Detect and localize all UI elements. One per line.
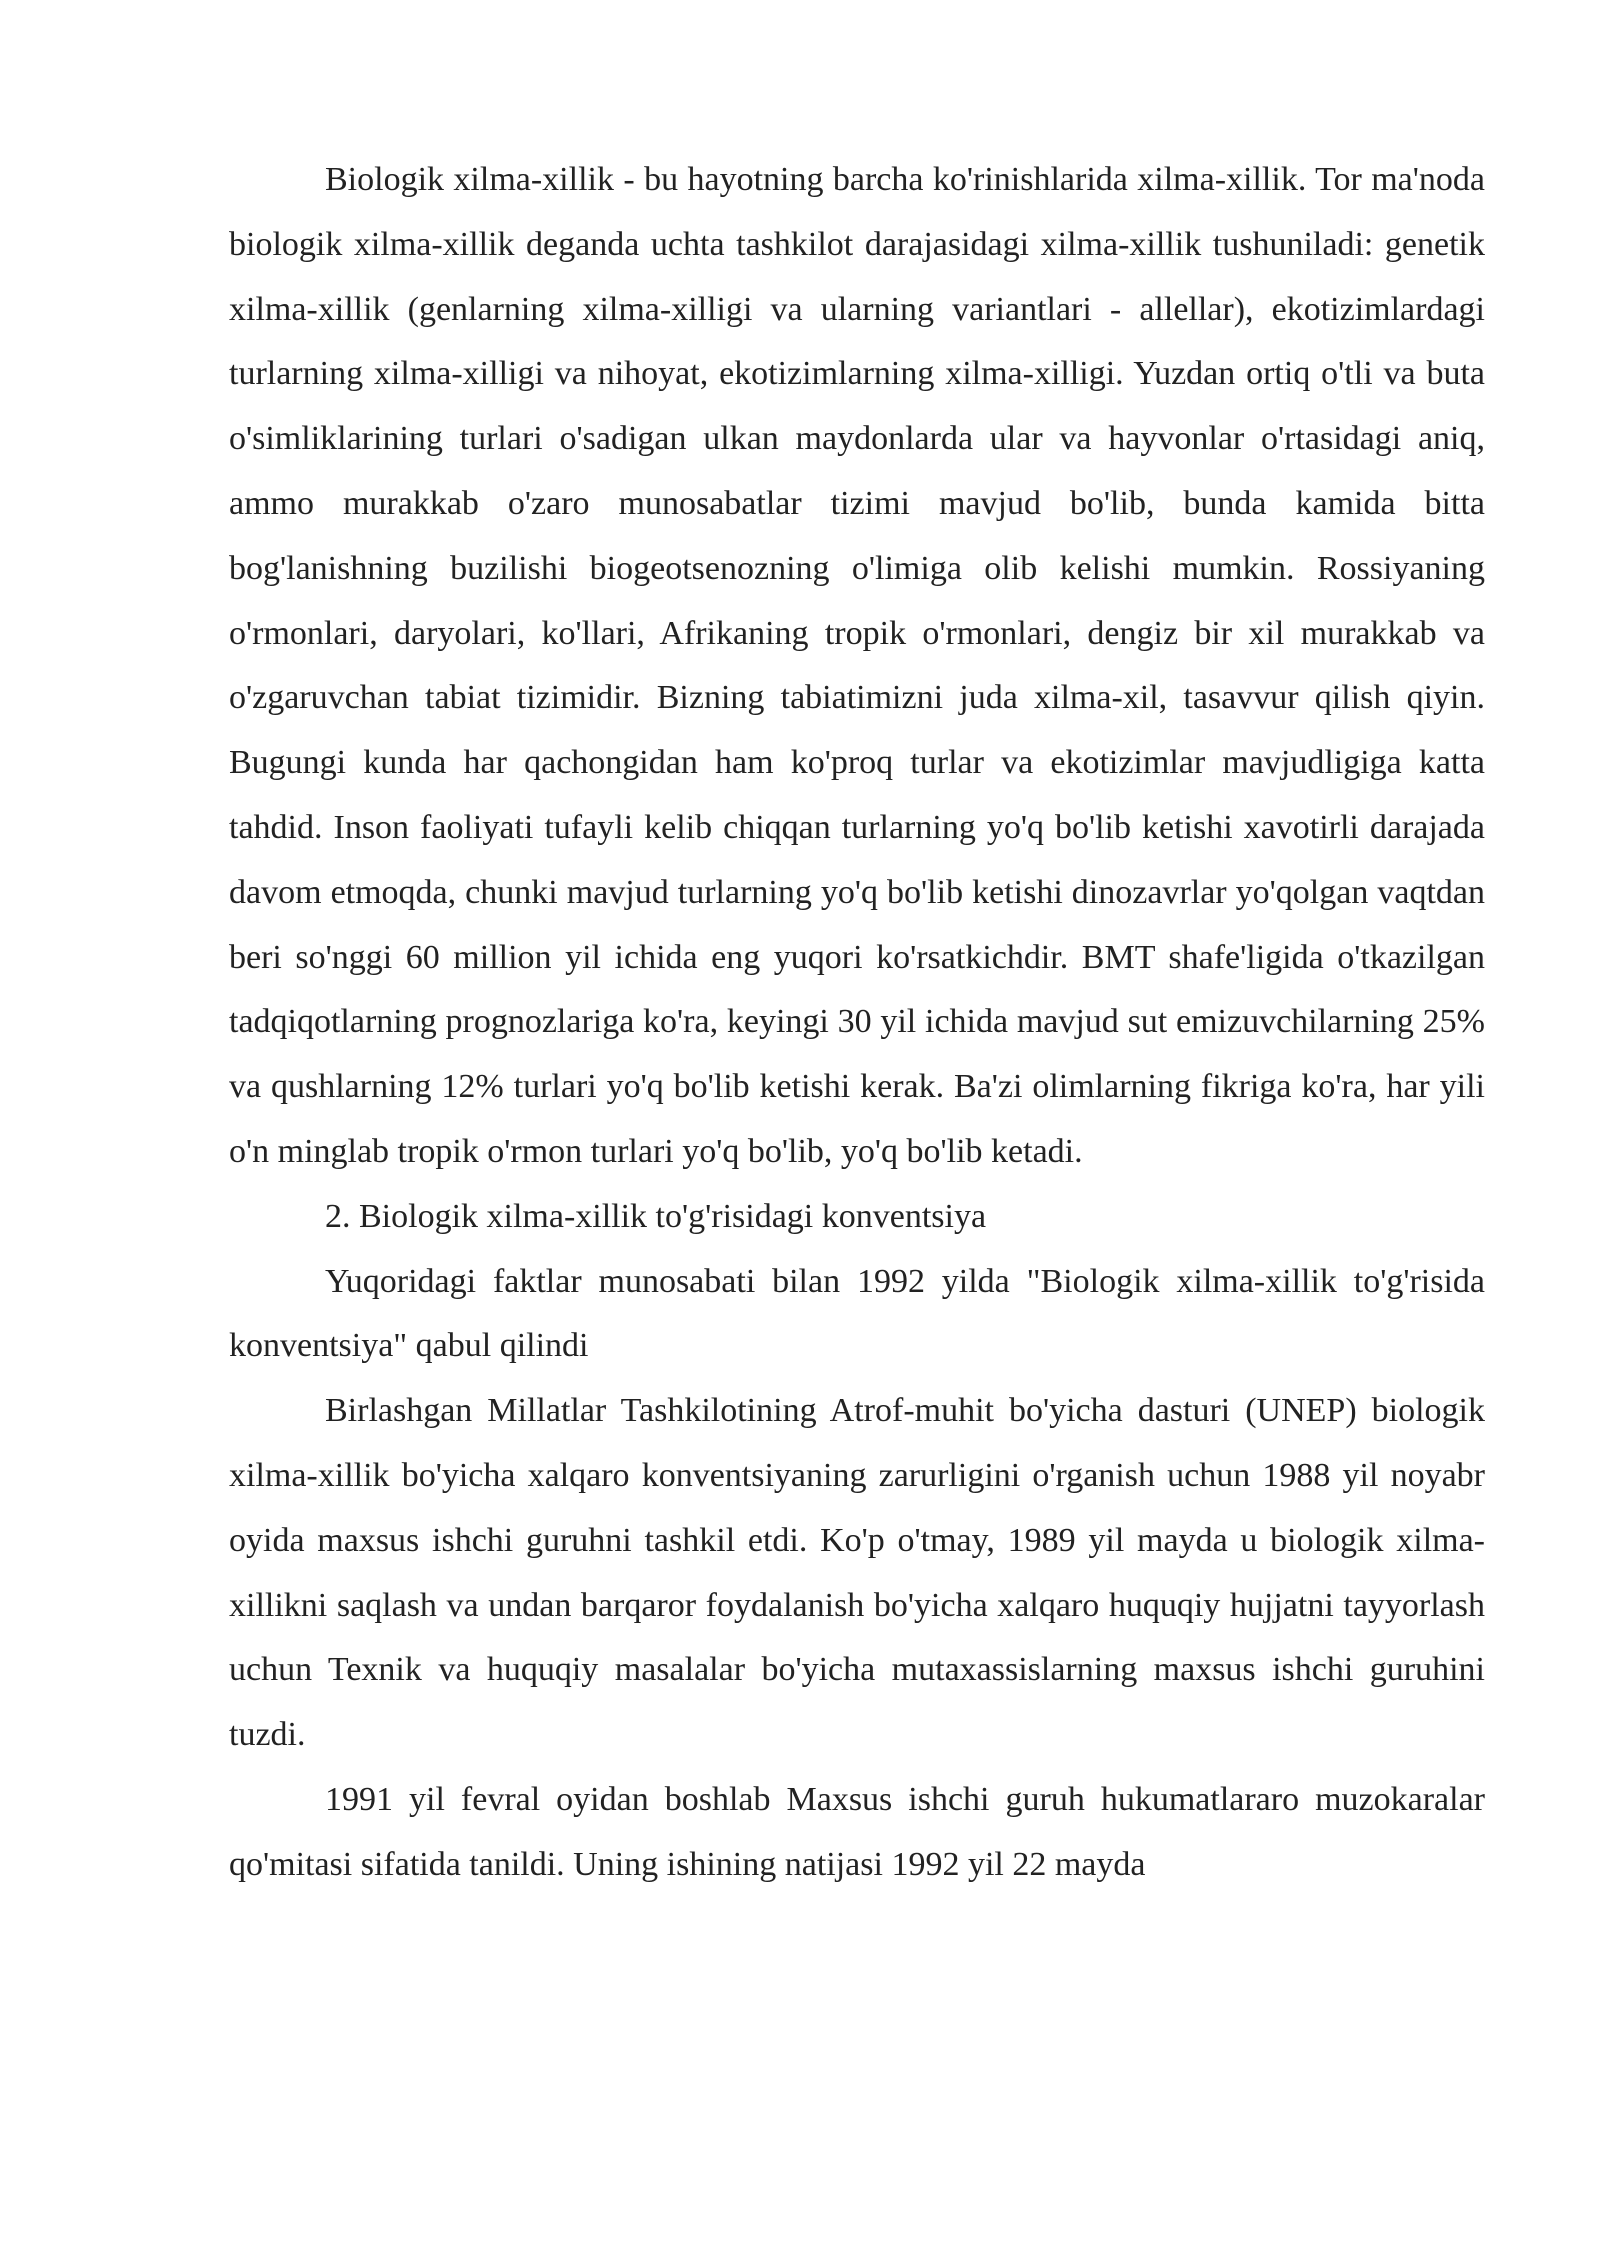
paragraph-convention-adoption: Yuqoridagi faktlar munosabati bilan 1992 yilda "Biologik xilma-xillik to'g'risida konventsiya" qabul qilindi [229, 1262, 1485, 1365]
document-page [229, 148, 1485, 1898]
section-heading-convention: 2. Biologik xilma-xillik to'g'risidagi konventsiya [325, 1197, 987, 1235]
paragraph-unep-working-group: Birlashgan Millatlar Tashkilotining Atrof-muhit bo'yicha dasturi (UNEP) biologik xilma-xillik bo'yicha xalqaro konventsiyaning zarurligini o'rganish uchun 1988 yil noyabr oyida maxsus ishchi guruhni tashkil etdi. Ko'p o'tmay, 1989 yil mayda u biologik xilma-xillikni saqlash va undan barqaror foydalanish bo'yicha xalqaro huquqiy hujjatni tayyorlash uchun Texnik va huquqiy masalalar bo'yicha mutaxassislarning maxsus ishchi guruhini tuzdi. [229, 1392, 1485, 1754]
paragraph-negotiating-committee: 1991 yil fevral oyidan boshlab Maxsus ishchi guruh hukumatlararo muzokaralar qo'mitasi sifatida tanildi. Uning ishining natijasi 1992 yil 22 mayda [229, 1780, 1485, 1883]
paragraph-biodiversity-intro: Biologik xilma-xillik - bu hayotning barcha ko'rinishlarida xilma-xillik. Tor ma'noda biologik xilma-xillik deganda uchta tashkilot darajasidagi xilma-xillik tushuniladi: genetik xilma-xillik (genlarning xilma-xilligi va ularning variantlari - allellar), ekotizimlardagi turlarning xilma-xilligi va nihoyat, ekotizimlarning xilma-xilligi. Yuzdan ortiq o'tli va buta o'simliklarining turlari o'sadigan ulkan maydonlarda ular va hayvonlar o'rtasidagi aniq, ammo murakkab o'zaro munosabatlar tizimi mavjud bo'lib, bunda kamida bitta bog'lanishning buzilishi biogeotsenozning o'limiga olib kelishi mumkin. Rossiyaning o'rmonlari, daryolari, ko'llari, Afrikaning tropik o'rmonlari, dengiz bir xil murakkab va o'zgaruvchan tabiat tizimidir. Bizning tabiatimizni juda xilma-xil, tasavvur qilish qiyin. Bugungi kunda har qachongidan ham ko'proq turlar va ekotizimlar mavjudligiga katta tahdid. Inson faoliyati tufayli kelib chiqqan turlarning yo'q bo'lib ketishi xavotirli darajada davom etmoqda, chunki mavjud turlarning yo'q bo'lib ketishi dinozavrlar yo'qolgan vaqtdan beri so'nggi 60 million yil ichida eng yuqori ko'rsatkichdir. BMT shafe'ligida o'tkazilgan tadqiqotlarning prognozlariga ko'ra, keyingi 30 yil ichida mavjud sut emizuvchilarning 25% va qushlarning 12% turlari yo'q bo'lib ketishi kerak. Ba'zi olimlarning fikriga ko'ra, har yili o'n minglab tropik o'rmon turlari yo'q bo'lib, yo'q bo'lib ketadi. [229, 161, 1485, 1170]
